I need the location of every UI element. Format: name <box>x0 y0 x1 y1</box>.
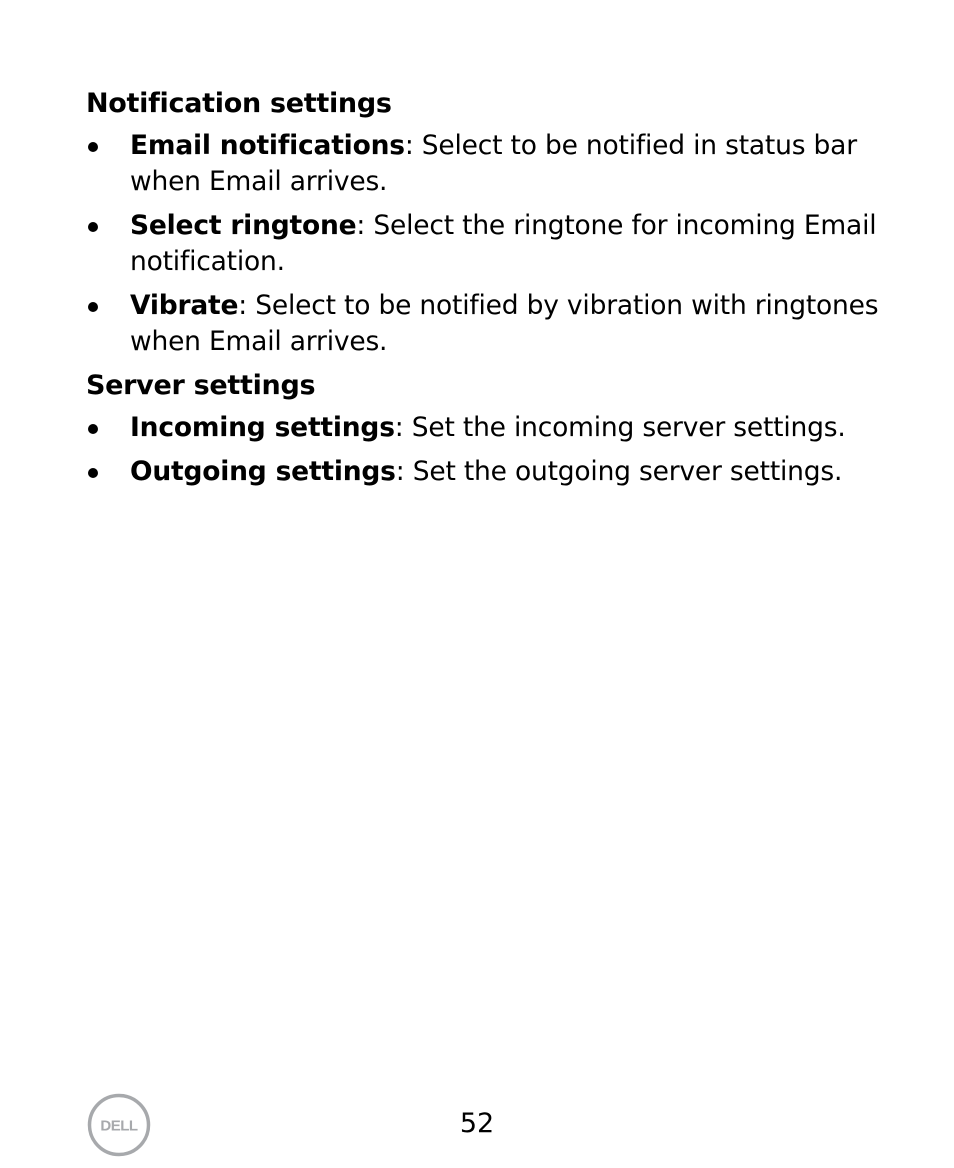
item-term: Incoming settings <box>130 412 395 443</box>
item-separator: : <box>238 290 256 321</box>
item-description: Set the outgoing server settings. <box>412 456 843 487</box>
page-number: 52 <box>459 1108 495 1139</box>
item-term: Vibrate <box>130 290 239 321</box>
page-content <box>86 86 926 498</box>
dell-logo-text: DELL <box>100 1117 138 1135</box>
item-separator: : <box>395 456 413 487</box>
bullet-icon <box>88 142 98 152</box>
list-item <box>86 410 926 446</box>
bullet-icon <box>88 302 98 312</box>
bullet-icon <box>88 424 98 434</box>
list-item <box>86 128 926 200</box>
server-settings-list <box>86 410 926 490</box>
list-item <box>86 288 926 360</box>
item-separator: : <box>404 130 422 161</box>
item-term: Email notifications <box>130 130 405 161</box>
item-term: Outgoing settings <box>130 456 396 487</box>
item-separator: : <box>394 412 412 443</box>
item-term: Select ringtone <box>130 210 357 241</box>
list-item <box>86 208 926 280</box>
notification-settings-list <box>86 128 926 360</box>
item-description: Select to be notified in status bar when Email arrives. <box>130 130 857 197</box>
item-description: Select the ringtone for incoming Email notification. <box>130 210 877 277</box>
bullet-icon <box>88 468 98 478</box>
section-heading-server-settings: Server settings <box>86 370 316 401</box>
list-item <box>86 454 926 490</box>
section-heading-notification-settings: Notification settings <box>86 88 392 119</box>
item-description: Set the incoming server settings. <box>411 412 846 443</box>
item-description: Select to be notified by vibration with ringtones when Email arrives. <box>130 290 879 357</box>
item-separator: : <box>356 210 374 241</box>
bullet-icon <box>88 222 98 232</box>
